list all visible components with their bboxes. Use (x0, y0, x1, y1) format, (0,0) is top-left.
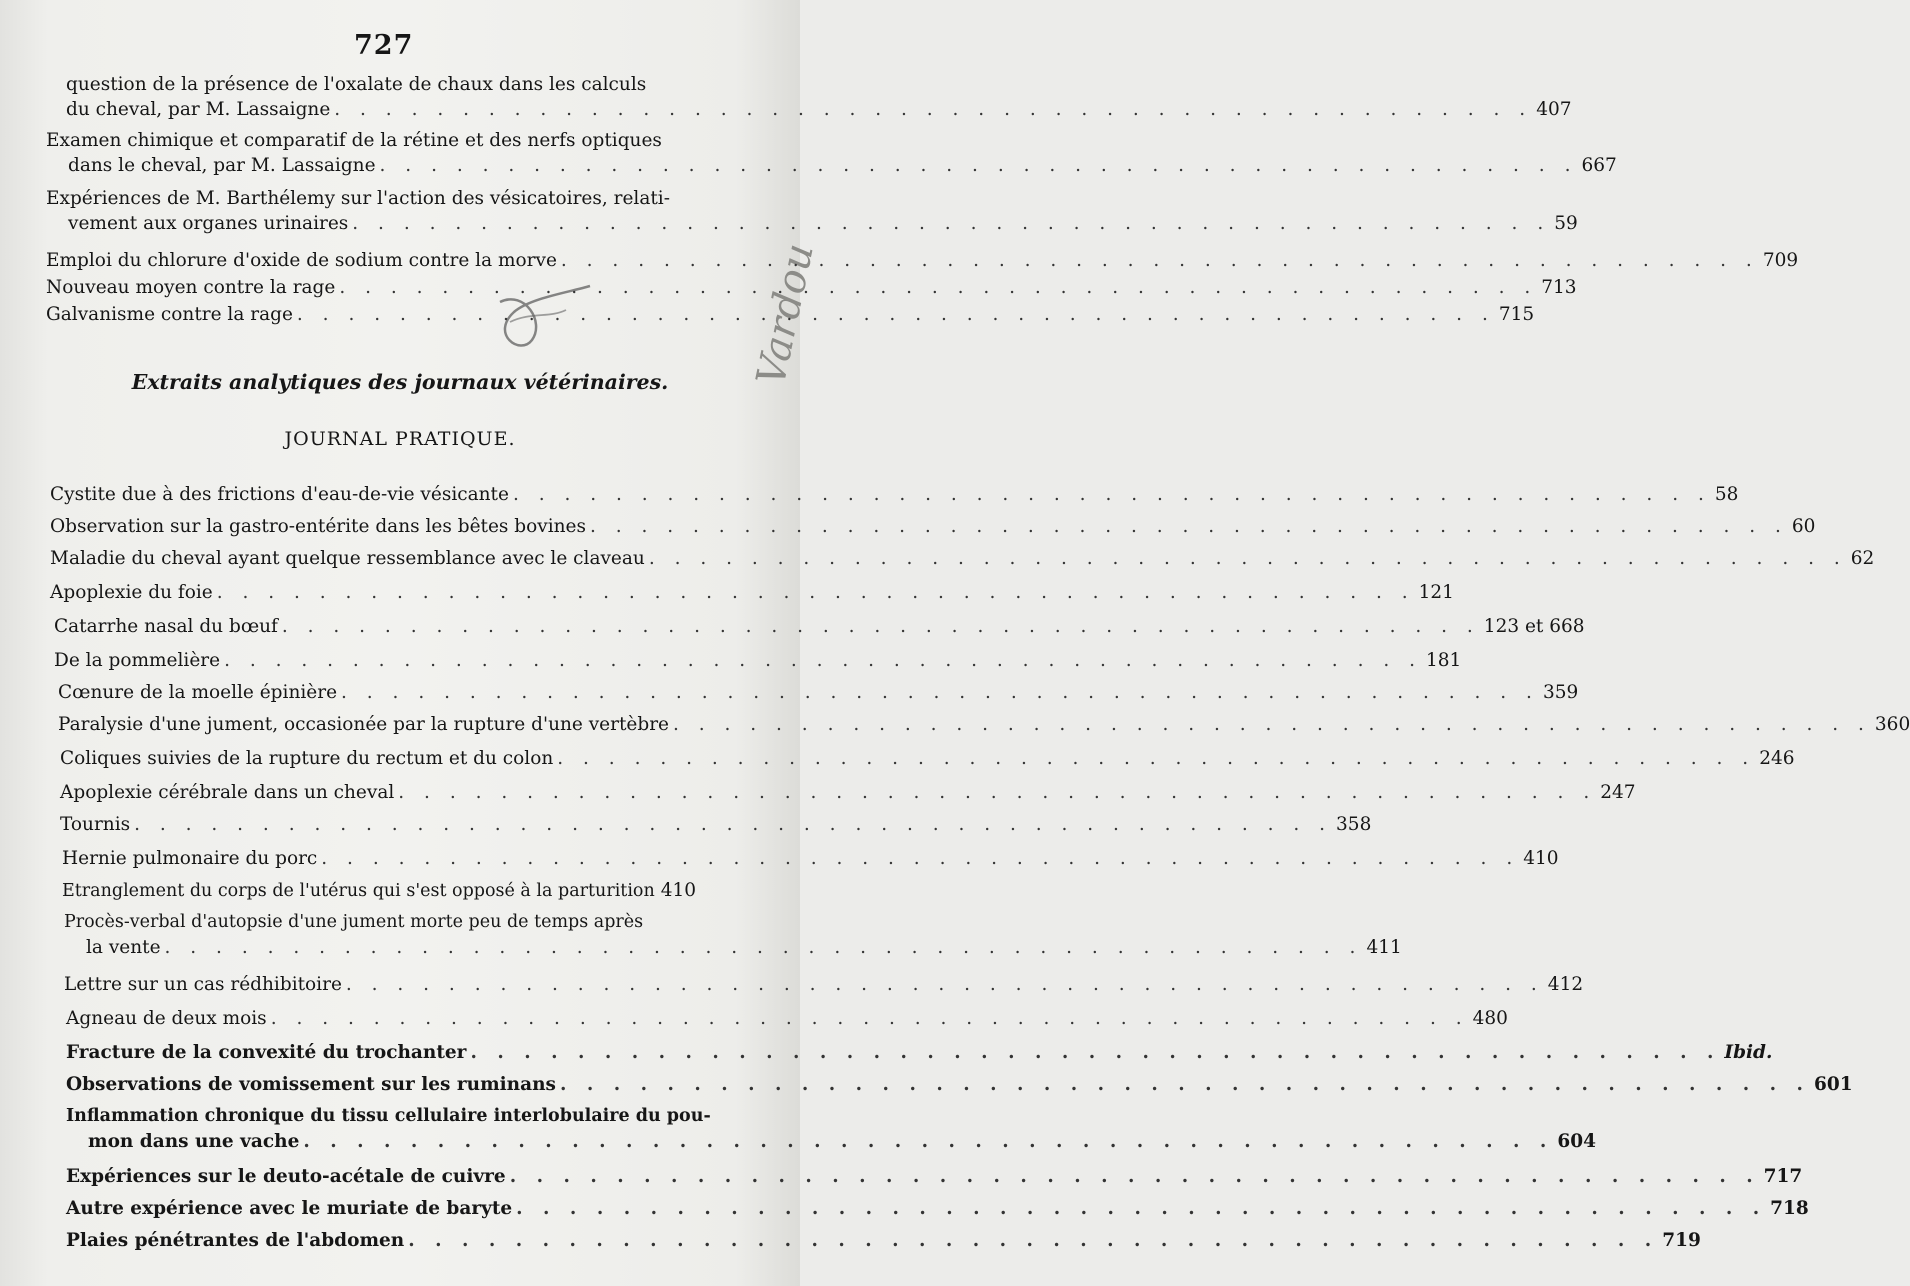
entry-page: 181 (1425, 650, 1462, 671)
dot-leader: . . . . . . . . . . . . . . . . . . . . . . . . . . . . . . . . . . . . . . . . . . . . . . . (559, 1074, 1810, 1095)
entry-page: 719 (1662, 1230, 1701, 1251)
entry-row (66, 1072, 1853, 1097)
index-entry (50, 580, 1454, 605)
index-entry (60, 746, 1795, 771)
index-entry (54, 648, 1462, 673)
entry-row (62, 846, 1559, 871)
index-entry (62, 846, 1559, 871)
entry-title: Apoplexie cérébrale dans un cheval (60, 782, 395, 803)
entry-title: Agneau de deux mois (66, 1008, 267, 1029)
entry-row (60, 780, 1636, 805)
dot-leader: . . . . . . . . . . . . . . . . . . . . . . . . . . . . . . . . . . . . . . . . . . . . . . . (270, 1008, 1469, 1029)
entry-row (64, 972, 1584, 997)
entry-row (66, 1164, 1803, 1189)
entry-page: 123 et 668 (1483, 616, 1585, 637)
entry-title: Cœnure de la moelle épinière (58, 682, 338, 703)
index-entry (66, 1006, 1508, 1031)
dot-leader: . . . . . . . . . . . . . . . . . . . . . . . . . . . . . . . . . . . . . . . . . . . . . . . (339, 277, 1538, 298)
section-heading: Extraits analytiques des journaux vétérinaires. (131, 370, 669, 394)
index-entry (64, 910, 1402, 960)
entry-page: 359 (1542, 682, 1579, 703)
entry-page: 715 (1498, 304, 1535, 325)
entry-title: Hernie pulmonaire du porc (62, 848, 318, 869)
dot-leader: . . . . . . . . . . . . . . . . . . . . . . . . . . . . . . . . . . . . . . . . . . . . . . . (281, 616, 1480, 637)
dot-leader: . . . . . . . . . . . . . . . . . . . . . . . . . . . . . . . . . . . . . . . . . . . . . . . (341, 682, 1539, 703)
index-entry (64, 972, 1584, 997)
entry-page: 246 (1759, 748, 1795, 769)
index-entry (60, 812, 1372, 837)
entry-page: 62 (1850, 548, 1875, 569)
dot-leader: . . . . . . . . . . . . . . . . . . . . . . . . . . . . . . . . . . . . . . . . . . . . . . . (589, 516, 1788, 537)
entry-title: Emploi du chlorure d'oxide de sodium contre la morve (46, 250, 557, 271)
dot-leader: . . . . . . . . . . . . . . . . . . . . . . . . . . . . . . . . . . . . . . . . . . . . . . . (560, 250, 1759, 271)
entry-row (66, 1196, 1809, 1221)
index-entry (66, 1072, 1853, 1097)
index-entry (50, 482, 1739, 507)
journal-heading: JOURNAL PRATIQUE. (284, 428, 516, 450)
dot-leader: . . . . . . . . . . . . . . . . . . . . . . . . . . . . . . . . . . . . . . . . . . . . . . . (345, 974, 1544, 995)
dot-leader: . . . . . . . . . . . . . . . . . . . . . . . . . . . . . . . . . . . . . . . . . . . . . . . (509, 1166, 1760, 1187)
dot-leader: . . . . . . . . . . . . . . . . . . . . . . . . . . . . . . . . . . . . . . . . . . . . . . . (673, 714, 1871, 735)
entry-row (50, 580, 1454, 605)
entry-title: Paralysie d'une jument, occasionée par la rupture d'une vertèbre (58, 714, 669, 735)
entry-title: dans le cheval, par M. Lassaigne (68, 155, 376, 176)
entry-line: question de la présence de l'oxalate de chaux dans les calculs (66, 74, 647, 95)
entry-page: 601 (1813, 1074, 1853, 1095)
index-entry (46, 186, 1578, 236)
entry-row (66, 1040, 1773, 1065)
entry-title: vement aux organes urinaires (68, 213, 349, 234)
entry-page: 411 (1366, 937, 1402, 958)
index-entry (66, 1104, 1596, 1154)
entry-title: Expériences sur le deuto-acétale de cuivre (66, 1166, 506, 1187)
entry-page: 667 (1581, 155, 1617, 176)
dot-leader: . . . . . . . . . . . . . . . . . . . . . . . . . . . . . . . . . . . . . . . . . . . . . . . (408, 1230, 1659, 1251)
entry-page: 121 (1418, 582, 1454, 603)
entry-page: 247 (1600, 782, 1636, 803)
entry-page: 358 (1336, 814, 1372, 835)
index-entry (46, 248, 1799, 273)
entry-title: Nouveau moyen contre la rage (46, 277, 336, 298)
entry-title: Galvanisme contre la rage (46, 304, 293, 325)
entry-title: Plaies pénétrantes de l'abdomen (66, 1230, 405, 1251)
index-entry (50, 514, 1816, 539)
entry-page: Ibid. (1724, 1042, 1773, 1063)
entry-row (46, 211, 1578, 236)
entry-page: 718 (1770, 1198, 1809, 1219)
index-entry (66, 1196, 1809, 1221)
index-entry (58, 712, 1910, 737)
entry-title: la vente (86, 937, 161, 958)
entry-title: du cheval, par M. Lassaigne (66, 99, 331, 120)
dot-leader: . . . . . . . . . . . . . . . . . . . . . . . . . . . . . . . . . . . . . . . . . . . . . . . (296, 304, 1495, 325)
entry-title: De la pommelière (54, 650, 221, 671)
entry-page: 410 (1523, 848, 1559, 869)
entry-row (46, 248, 1799, 273)
entry-title: Cystite due à des frictions d'eau-de-vie vésicante (50, 484, 509, 505)
index-entry (66, 1040, 1773, 1065)
entry-title: Observations de vomissement sur les ruminans (66, 1074, 556, 1095)
entry-row (50, 514, 1816, 539)
entry-title: Catarrhe nasal du bœuf (54, 616, 278, 637)
dot-leader: . . . . . . . . . . . . . . . . . . . . . . . . . . . . . . . . . . . . . . . . . . . . . . . (303, 1131, 1554, 1152)
entry-row (54, 648, 1462, 673)
entry-row (50, 482, 1739, 507)
entry-title: Lettre sur un cas rédhibitoire (64, 974, 342, 995)
entry-row (46, 275, 1577, 300)
entry-row (58, 712, 1910, 737)
dot-leader: . . . . . . . . . . . . . . . . . . . . . . . . . . . . . . . . . . . . . . . . . . . . . . . (321, 848, 1520, 869)
index-entry (66, 1164, 1803, 1189)
dot-leader: . . . . . . . . . . . . . . . . . . . . . . . . . . . . . . . . . . . . . . . . . . . . . . . (379, 155, 1578, 176)
entry-line: Examen chimique et comparatif de la rétine et des nerfs optiques (46, 130, 662, 151)
entry-title: Fracture de la convexité du trochanter (66, 1042, 467, 1063)
entry-row (46, 302, 1535, 327)
entry-title: Etranglement du corps de l'utérus qui s'est opposé à la parturition (62, 881, 655, 901)
index-entry (58, 680, 1579, 705)
entry-row (62, 878, 772, 904)
entry-row (66, 1228, 1701, 1253)
pencil-annotation: Vardou (748, 239, 823, 390)
entry-page: 410 (660, 880, 697, 901)
entry-page: 60 (1791, 516, 1816, 537)
entry-page: 412 (1547, 974, 1584, 995)
entry-title: Apoplexie du foie (50, 582, 213, 603)
entry-row (66, 97, 1572, 122)
entry-row (60, 812, 1372, 837)
index-entry (54, 614, 1585, 639)
entry-title: mon dans une vache (88, 1131, 300, 1152)
dot-leader: . . . . . . . . . . . . . . . . . . . . . . . . . . . . . . . . . . . . . . . . . . . . . . . (134, 814, 1333, 835)
index-entry (46, 128, 1617, 178)
entry-title: Coliques suivies de la rupture du rectum et du colon (60, 748, 554, 769)
index-entry (66, 1228, 1701, 1253)
entry-page: 360 (1874, 714, 1910, 735)
dot-leader: . . . . . . . . . . . . . . . . . . . . . . . . . . . . . . . . . . . . . . . . . . . . . . . (648, 548, 1847, 569)
page-number: 727 (354, 30, 414, 61)
entry-page: 717 (1763, 1166, 1803, 1187)
dot-leader: . . . . . . . . . . . . . . . . . . . . . . . . . . . . . . . . . . . . . . . . . . . . . . . (398, 782, 1597, 803)
entry-row (66, 1129, 1596, 1154)
entry-page: 59 (1554, 213, 1578, 234)
index-entry (50, 546, 1875, 571)
dot-leader: . . . . . . . . . . . . . . . . . . . . . . . . . . . . . . . . . . . . . . . . . . . . . . . (164, 937, 1363, 958)
entry-page: 709 (1762, 250, 1799, 271)
index-entry (62, 878, 772, 904)
entry-title: Tournis (60, 814, 131, 835)
dot-leader: . . . . . . . . . . . . . . . . . . . . . . . . . . . . . . . . . . . . . . . . . . . . . . . (470, 1042, 1721, 1063)
entry-title: Autre expérience avec le muriate de baryte (66, 1198, 513, 1219)
entry-line: Expériences de M. Barthélemy sur l'action des vésicatoires, relati- (46, 188, 670, 209)
entry-title: Observation sur la gastro-entérite dans les bêtes bovines (50, 516, 586, 537)
entry-row (50, 546, 1875, 571)
entry-line: Procès-verbal d'autopsie d'une jument morte peu de temps après (64, 912, 644, 932)
entry-row (60, 746, 1795, 771)
entry-page: 604 (1557, 1131, 1596, 1152)
dot-leader: . . . . . . . . . . . . . . . . . . . . . . . . . . . . . . . . . . . . . . . . . . . . . . . (224, 650, 1422, 671)
entry-page: 407 (1536, 99, 1572, 120)
entry-page: 480 (1472, 1008, 1508, 1029)
dot-leader: . . . . . . . . . . . . . . . . . . . . . . . . . . . . . . . . . . . . . . . . . . . . . . . (557, 748, 1756, 769)
index-entry (60, 780, 1636, 805)
dot-leader: . . . . . . . . . . . . . . . . . . . . . . . . . . . . . . . . . . . . . . . . . . . . . . . (216, 582, 1415, 603)
entry-title: Maladie du cheval ayant quelque ressemblance avec le claveau (50, 548, 645, 569)
entry-row (54, 614, 1585, 639)
entry-row (64, 935, 1402, 960)
entry-row (58, 680, 1579, 705)
dot-leader: . . . . . . . . . . . . . . . . . . . . . . . . . . . . . . . . . . . . . . . . . . . . . . . (352, 213, 1551, 234)
index-entry (66, 72, 1572, 122)
entry-page: 58 (1714, 484, 1739, 505)
index-entry (46, 302, 1535, 327)
dot-leader: . . . . . . . . . . . . . . . . . . . . . . . . . . . . . . . . . . . . . . . . . . . . . . . (512, 484, 1711, 505)
dot-leader: . . . . . . . . . . . . . . . . . . . . . . . . . . . . . . . . . . . . . . . . . . . . . . . (516, 1198, 1767, 1219)
entry-page: 713 (1541, 277, 1577, 298)
entry-line: Inflammation chronique du tissu cellulaire interlobulaire du pou- (66, 1106, 711, 1126)
entry-row (66, 1006, 1508, 1031)
dot-leader: . . . . . . . . . . . . . . . . . . . . . . . . . . . . . . . . . . . . . . . . . . . . . . . (334, 99, 1533, 120)
index-entry (46, 275, 1577, 300)
entry-row (46, 153, 1617, 178)
